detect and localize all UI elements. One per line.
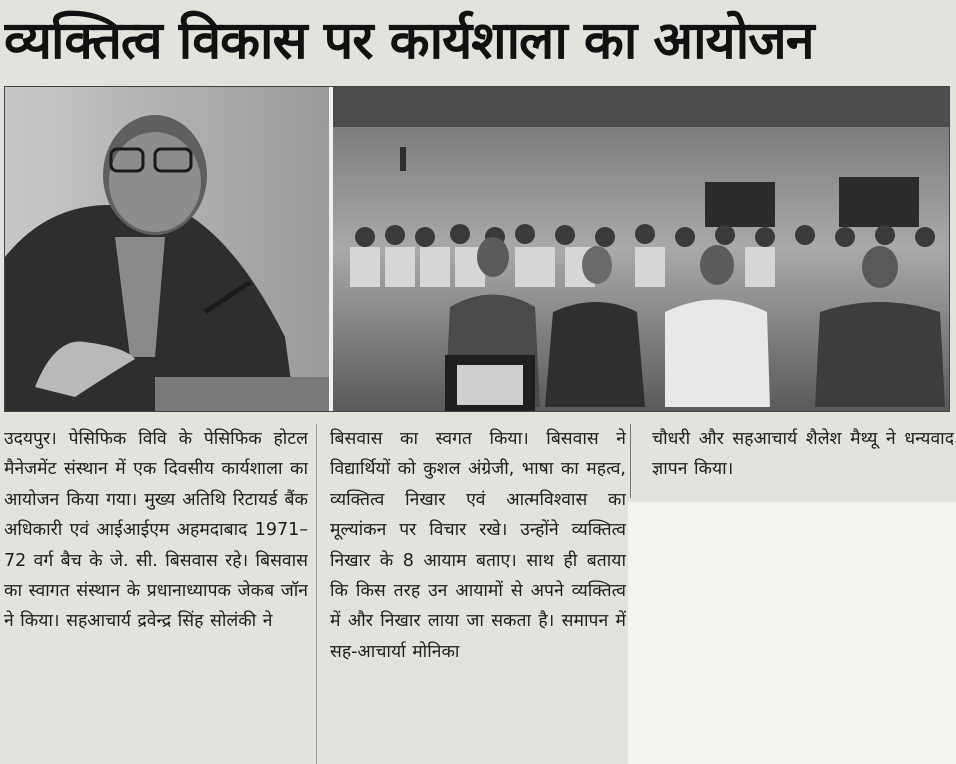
column-rule-right — [630, 424, 631, 498]
article-text-2: बिसवास का स्वगत किया। बिसवास ने विद्यार्थियों को कुशल अंग्रेजी, भाषा का महत्व, व्यक्तित्व निखार एवं आत्मविश्वास का मूल्यांकन पर विचार रखे। उन्होंने व्यक्तित्व निखार के 8 आयाम बताए। साथ ही बताया कि किस तरह उन आयामों से अपने व्यक्तित्व में और निखार लाया जा सकता है। समापन में सह-आचार्या मोनिका — [330, 429, 626, 662]
article-column-2 — [330, 424, 626, 764]
article-text-1: उदयपुर। पेसिफिक विवि के पेसिफिक होटल मैनेजमेंट संस्थान में एक दिवसीय कार्यशाला का आयोजन किया गया। मुख्य अतिथि रिटायर्ड बैंक अधिकारी एवं आईआईएम अहमदाबाद 1971–72 वर्ग बैच के जे. सी. बिसवास रहे। बिसवास का स्वागत संस्थान के प्रधानाध्यापक जेकब जॉन ने किया। सहआचार्य द्रवेन्द्र सिंह सोलंकी ने — [4, 429, 308, 632]
article-column-3 — [652, 424, 954, 494]
column-rule — [316, 424, 317, 764]
headline: व्यक्तित्व विकास पर कार्यशाला का आयोजन — [4, 11, 814, 71]
blank-area — [628, 502, 956, 764]
news-photo — [4, 86, 950, 412]
article-column-1 — [4, 424, 308, 764]
article-text-3: चौधरी और सहआचार्य शैलेश मैथ्यू ने धन्यवाद ज्ञापन किया। — [652, 429, 954, 480]
